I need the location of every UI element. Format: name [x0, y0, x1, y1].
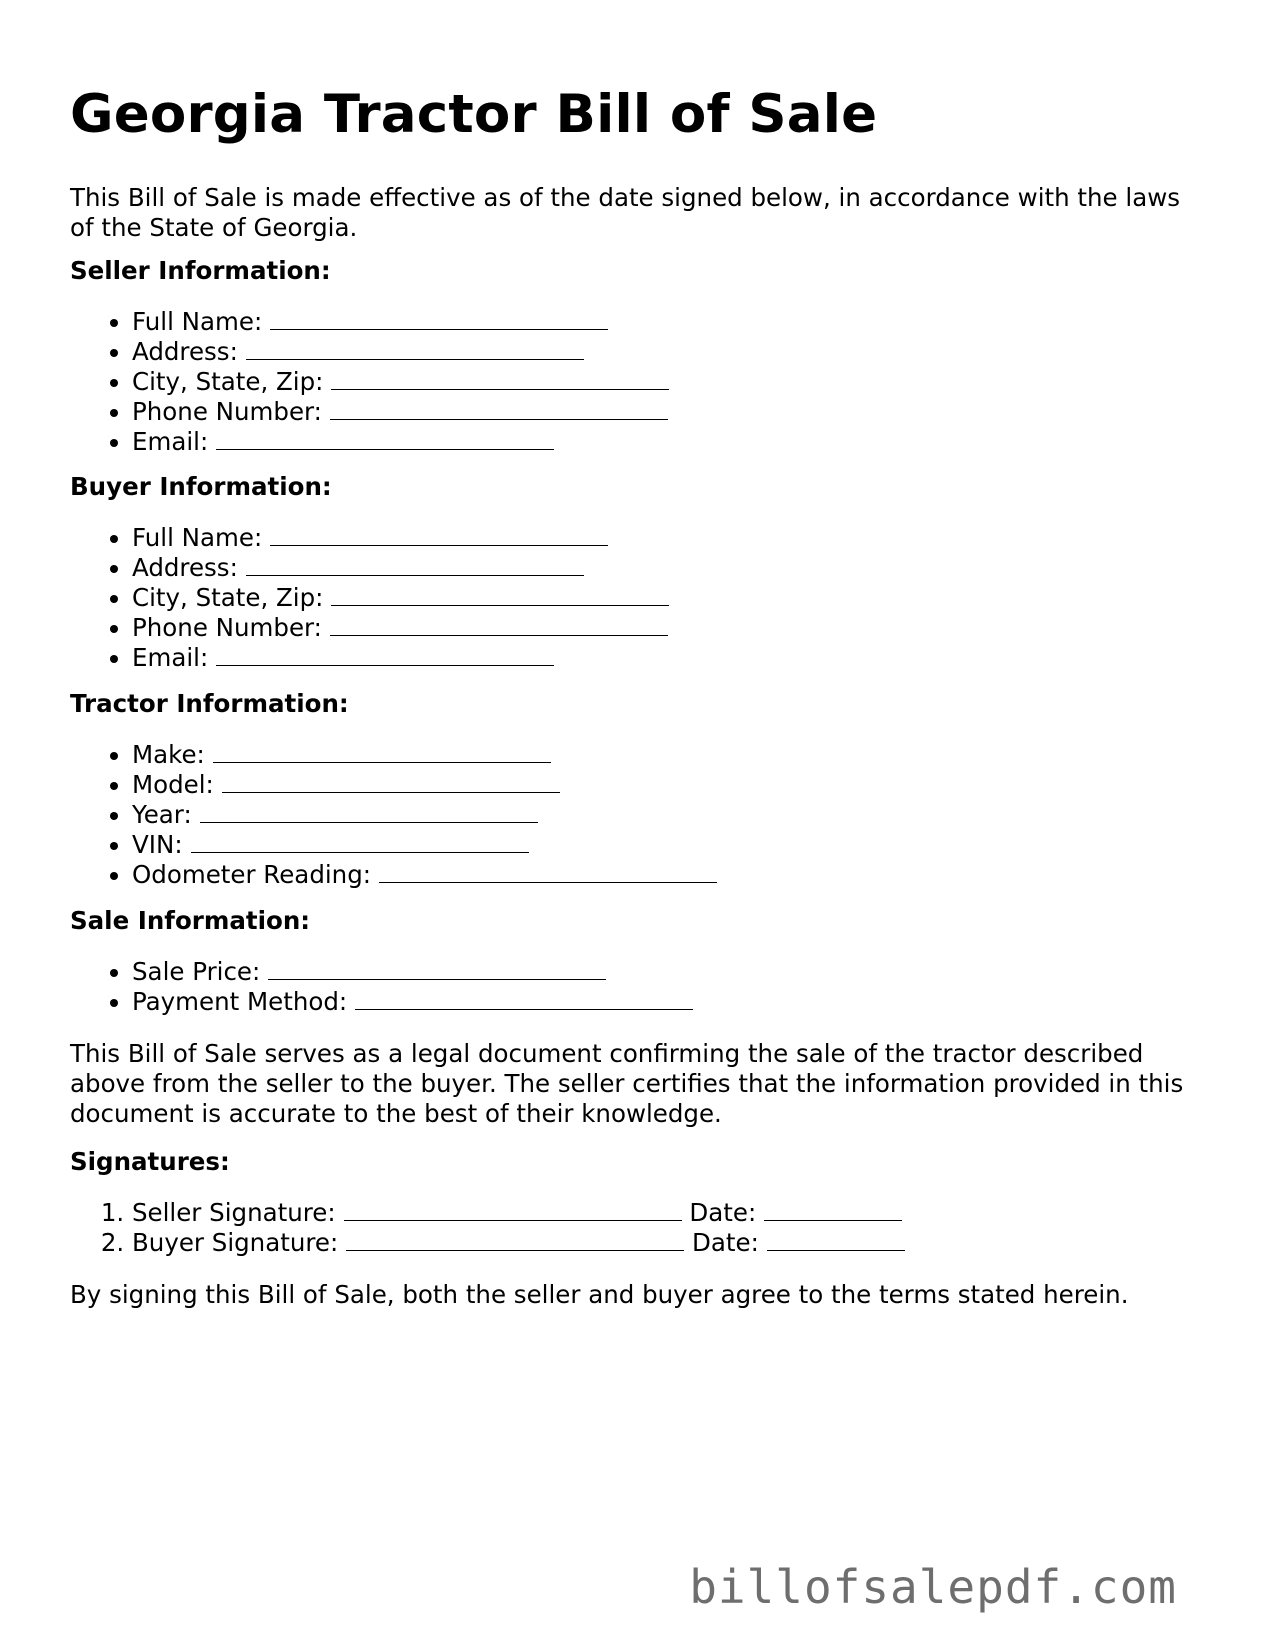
field-label: Odometer Reading: [132, 860, 372, 889]
seller-signature-line [132, 1198, 905, 1228]
tractor-fields-list [70, 740, 717, 890]
seller-email-field [132, 427, 669, 457]
buyer-email-blank[interactable] [216, 643, 554, 666]
buyer-full-name-blank[interactable] [270, 523, 608, 546]
tractor-year-field [132, 800, 717, 830]
sale-fields-list [70, 957, 693, 1017]
buyer-city-state-zip-blank[interactable] [331, 583, 669, 606]
buyer-email-field [132, 643, 669, 673]
signature-label: Seller Signature: [132, 1198, 336, 1227]
payment-method-field [132, 987, 693, 1017]
sale-heading: Sale Information: [70, 906, 311, 935]
field-label: Address: [132, 337, 238, 366]
seller-phone-field [132, 397, 669, 427]
date-label: Date: [689, 1198, 757, 1227]
buyer-date-blank[interactable] [767, 1228, 905, 1251]
field-label: City, State, Zip: [132, 367, 324, 396]
tractor-heading: Tractor Information: [70, 689, 349, 718]
field-label: City, State, Zip: [132, 583, 324, 612]
seller-fields-list [70, 307, 669, 457]
tractor-odometer-blank[interactable] [379, 860, 717, 883]
buyer-address-field [132, 553, 669, 583]
sale-price-blank[interactable] [268, 957, 606, 980]
watermark-text: billofsalepdf.com [689, 1560, 1177, 1614]
buyer-signature-blank[interactable] [346, 1228, 684, 1251]
seller-phone-blank[interactable] [330, 397, 668, 420]
tractor-make-blank[interactable] [213, 740, 551, 763]
seller-address-blank[interactable] [246, 337, 584, 360]
buyer-city-state-zip-field [132, 583, 669, 613]
field-label: Phone Number: [132, 613, 322, 642]
tractor-vin-field [132, 830, 717, 860]
field-label: Model: [132, 770, 214, 799]
date-label: Date: [692, 1228, 759, 1257]
sale-price-field [132, 957, 693, 987]
field-label: Make: [132, 740, 205, 769]
signature-label: Buyer Signature: [132, 1228, 339, 1257]
closing-paragraph: By signing this Bill of Sale, both the seller and buyer agree to the terms stated herein. [70, 1280, 1129, 1309]
seller-city-state-zip-field [132, 367, 669, 397]
seller-full-name-field [132, 307, 669, 337]
field-label: VIN: [132, 830, 183, 859]
tractor-vin-blank[interactable] [191, 830, 529, 853]
seller-date-blank[interactable] [764, 1198, 902, 1221]
field-label: Phone Number: [132, 397, 322, 426]
seller-email-blank[interactable] [216, 427, 554, 450]
buyer-address-blank[interactable] [246, 553, 584, 576]
field-label: Full Name: [132, 523, 263, 552]
intro-paragraph: This Bill of Sale is made effective as of the date signed below, in accordance with the laws of the State of Georgia. [70, 183, 1181, 242]
seller-full-name-blank[interactable] [270, 307, 608, 330]
field-label: Payment Method: [132, 987, 348, 1016]
payment-method-blank[interactable] [355, 987, 693, 1010]
buyer-phone-blank[interactable] [330, 613, 668, 636]
buyer-fields-list [70, 523, 669, 673]
buyer-phone-field [132, 613, 669, 643]
seller-signature-blank[interactable] [344, 1198, 682, 1221]
tractor-odometer-field [132, 860, 717, 890]
tractor-model-field [132, 770, 717, 800]
field-label: Year: [132, 800, 192, 829]
tractor-make-field [132, 740, 717, 770]
tractor-year-blank[interactable] [200, 800, 538, 823]
field-label: Address: [132, 553, 238, 582]
field-label: Full Name: [132, 307, 263, 336]
buyer-signature-line [132, 1228, 905, 1258]
document-title: Georgia Tractor Bill of Sale [70, 84, 878, 145]
seller-city-state-zip-blank[interactable] [331, 367, 669, 390]
legal-paragraph: This Bill of Sale serves as a legal document confirming the sale of the tractor described above from the seller to the buyer. The seller certifies that the information provided in this document is accurate to the best of their knowledge. [70, 1039, 1184, 1128]
signatures-list [70, 1198, 905, 1258]
seller-address-field [132, 337, 669, 367]
field-label: Email: [132, 643, 209, 672]
buyer-heading: Buyer Information: [70, 472, 332, 501]
seller-heading: Seller Information: [70, 256, 331, 285]
field-label: Email: [132, 427, 209, 456]
signatures-heading: Signatures: [70, 1147, 230, 1176]
tractor-model-blank[interactable] [222, 770, 560, 793]
field-label: Sale Price: [132, 957, 261, 986]
buyer-full-name-field [132, 523, 669, 553]
